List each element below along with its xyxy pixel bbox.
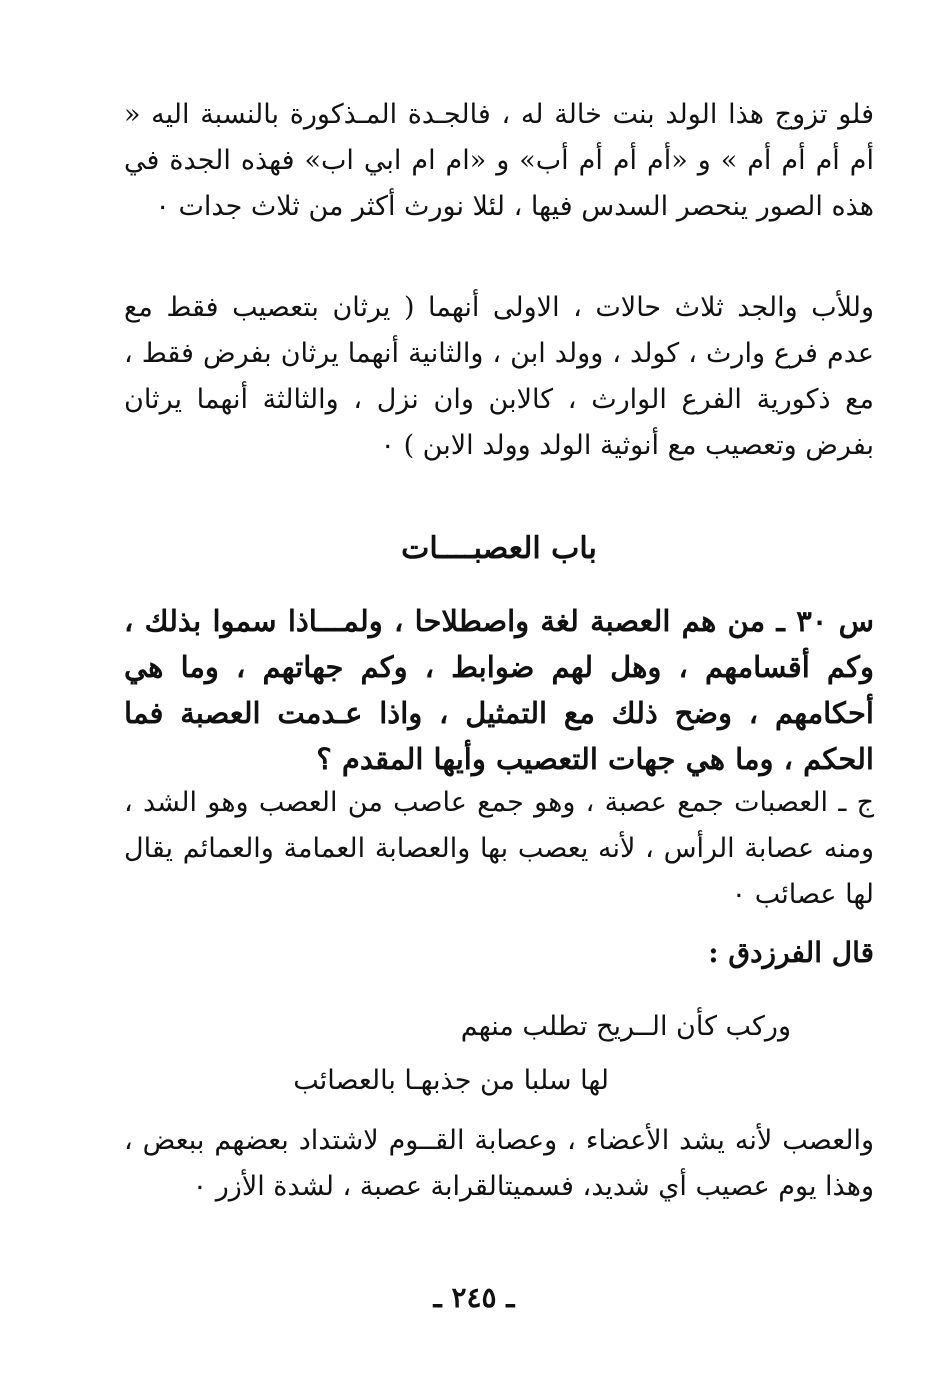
paragraph-asab-meaning <box>124 1118 874 1210</box>
verse-line-1: وركب كأن الــريح تطلب منهم <box>460 1011 791 1042</box>
verse-line-2: لها سلبا من جذبهـا بالعصائب <box>293 1065 609 1096</box>
paragraph-text: فلو تزوج هذا الولد بنت خالة له ، فالجـدة المـذكورة بالنسبة اليه « أم أم أم أم » و «أم أم أم أب» و «ام ام ابي اب» فهذه الجدة في هذه الصور ينحصر السدس فيها ، لئلا نورث أكثر من ثلاث جدات ٠ <box>124 99 874 222</box>
poet-attribution: قال الفرزدق : <box>708 936 874 969</box>
paragraph-grandmothers <box>124 92 874 230</box>
question-paragraph <box>124 598 874 782</box>
section-heading: باب العصبــــات <box>401 531 597 566</box>
answer-paragraph <box>124 780 874 918</box>
question-text: س ٣٠ ـ من هم العصبة لغة واصطلاحا ، ولمـــاذا سموا بذلك ، وكم أقسامهم ، وهل لهم ضوابط ، وكم جهاتهم ، وما هي أحكامهم ، وضح ذلك مع التمثيل ، واذا عـدمت العصبة فما الحكم ، وما هي جهات التعصيب وأيها المقدم ؟ <box>124 604 875 776</box>
page-number: ـ ٢٤٥ ـ <box>433 1281 515 1314</box>
answer-text: ج ـ العصبات جمع عصبة ، وهو جمع عاصب من العصب وهو الشد ، ومنه عصابة الرأس ، لأنه يعصب بها والعصابة العمامة والعمائم يقال لها عصائب ٠ <box>124 787 874 910</box>
paragraph-father-grandfather <box>124 285 874 469</box>
paragraph-text: والعصب لأنه يشد الأعضاء ، وعصابة القــوم لاشتداد بعضهم ببعض ، وهذا يوم عصيب أي شديد، فسميتالقرابة عصبة ، لشدة الأزر ٠ <box>124 1125 874 1202</box>
paragraph-text: وللأب والجد ثلاث حالات ، الاولى أنهما ( يرثان بتعصيب فقط مع عدم فرع وارث ، كولد ، وولد ابن ، والثانية أنهما يرثان بفرض فقط ، مع ذكورية الفرع الوارث ، كالابن وان نزل ، والثالثة أنهما يرثان بفرض وتعصيب مع أنوثية الولد وولد الابن ) ٠ <box>124 292 874 461</box>
